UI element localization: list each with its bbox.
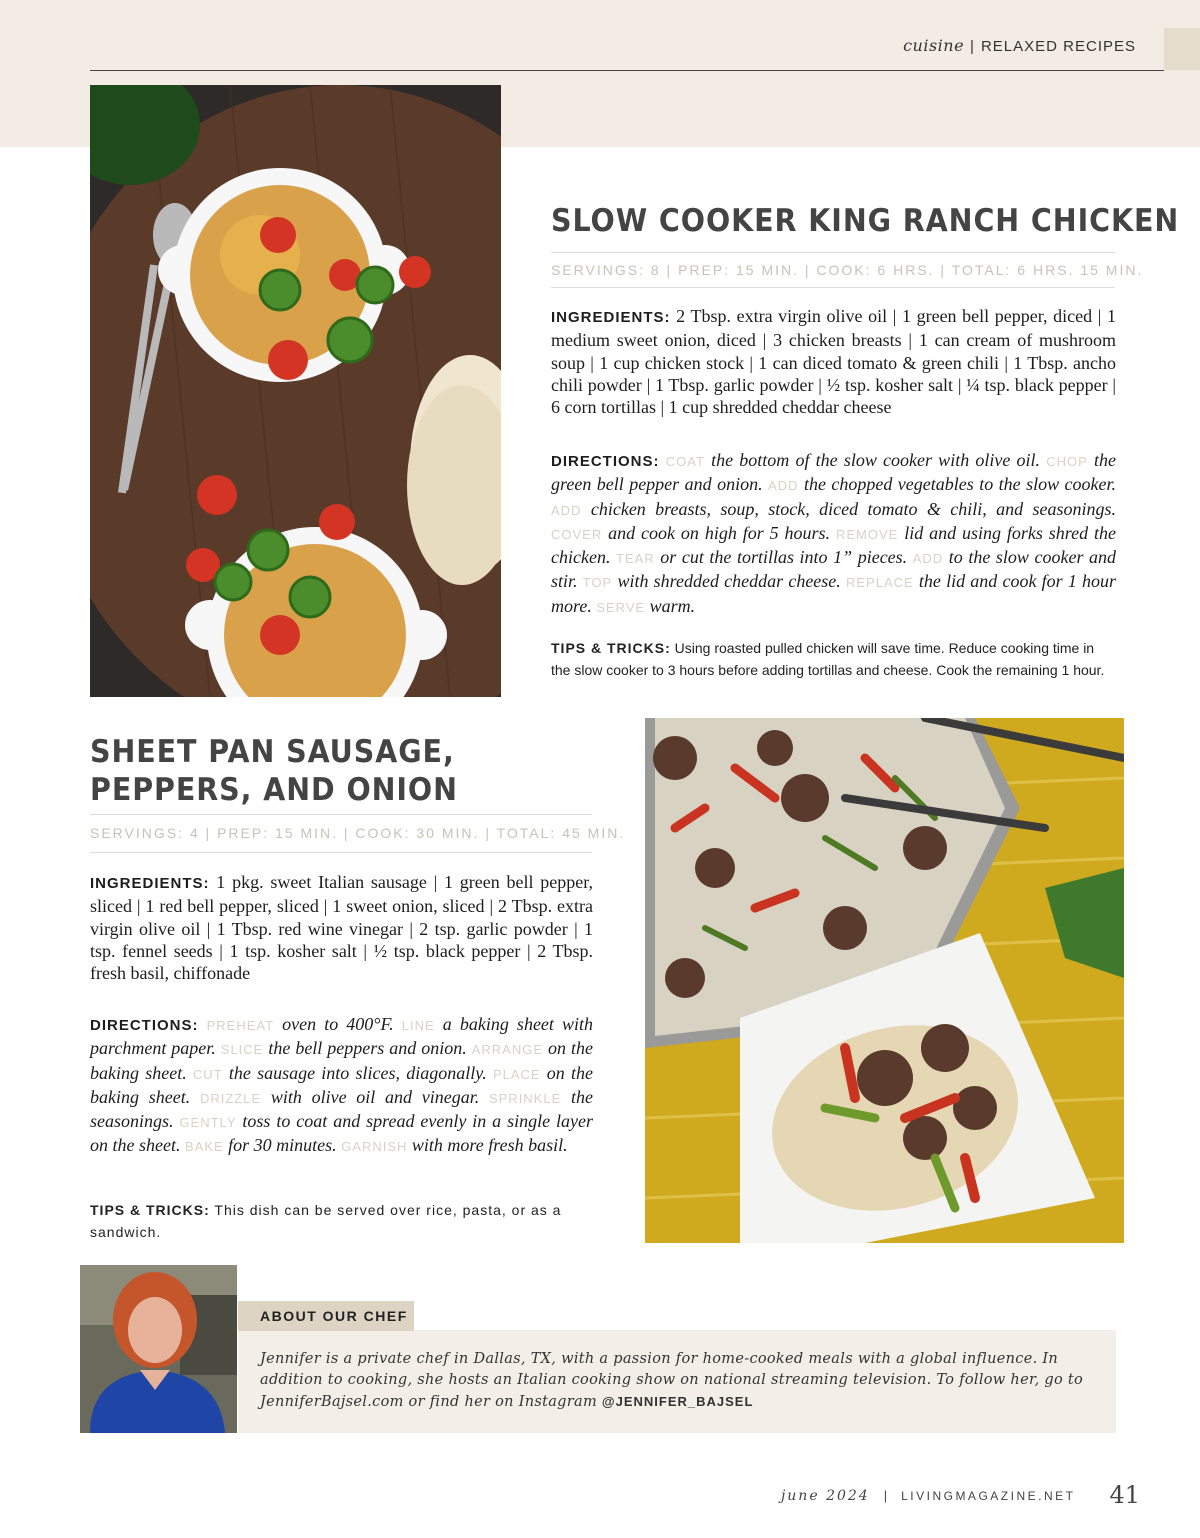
direction-verb: GARNISH [341, 1139, 408, 1155]
header-tab-accent [1164, 28, 1200, 70]
direction-text: oven to 400°F. [282, 1014, 394, 1034]
recipe1-ingredients-text: 2 Tbsp. extra virgin olive oil | 1 green bell pepper, diced | 1 medium sweet onion, diced | 3 chicken breasts | 1 can cream of mushroom soup | 1 cup chicken stock | 1 can diced tomato & green chili | 1 Tbsp. ancho chili powder | 1 Tbsp. garlic powder | ½ tsp. kosher salt | ¼ tsp. black pepper | 6 corn tortillas | 1 cup shredded cheddar cheese [551, 306, 1117, 418]
recipe1-directions [551, 449, 1116, 619]
section-label: RELAXED RECIPES [980, 38, 1136, 55]
direction-text: with olive oil and vinegar. [270, 1086, 480, 1107]
recipe1-title: SLOW COOKER KING RANCH CHICKEN [551, 203, 1180, 239]
direction-verb: SERVE [596, 599, 646, 615]
direction-text: on the baking sheet. [90, 1038, 593, 1083]
direction-text: for 30 minutes. [228, 1135, 337, 1156]
direction-verb: ADD [768, 478, 799, 494]
direction-verb: LINE [401, 1018, 435, 1033]
direction-text: the bottom of the slow cooker with olive oil. [711, 450, 1041, 470]
direction-verb: CHOP [1046, 454, 1088, 469]
recipe2-meta: SERVINGS: 4 | PREP: 15 MIN. | COOK: 30 MIN. | TOTAL: 45 MIN. [90, 825, 626, 841]
direction-text: a baking sheet with parchment paper. [90, 1014, 594, 1059]
page-footer [780, 1478, 1140, 1509]
issue-date: june 2024 [780, 1488, 870, 1504]
recipe1-meta: SERVINGS: 8 | PREP: 15 MIN. | COOK: 6 HRS. | TOTAL: 6 HRS. 15 MIN. [551, 262, 1144, 278]
recipe1-tips-label: TIPS & TRICKS: [551, 640, 671, 656]
recipe1-tips [551, 637, 1117, 681]
site-url: LIVINGMAGAZINE.NET [901, 1489, 1076, 1503]
direction-text: the sausage into slices, diagonally. [228, 1062, 487, 1083]
recipe2-ingredients-text: 1 pkg. sweet Italian sausage | 1 green bell pepper, sliced | 1 red bell pepper, sliced | 1 sweet onion, sliced | 2 Tbsp. extra virgin olive oil | 1 Tbsp. red wine vinegar | 2 tsp. garlic powder | 1 tsp. fennel seeds | 1 tsp. kosher salt | ½ tsp. black pepper | 2 Tbsp. fresh basil, chiffonade [90, 872, 593, 984]
recipe2-rule-top [90, 814, 592, 815]
chef-instagram-handle: @JENNIFER_BAJSEL [601, 1394, 754, 1409]
direction-verb: COAT [665, 454, 705, 469]
direction-verb: GENTLY [179, 1115, 237, 1131]
recipe2-tips [90, 1199, 593, 1243]
direction-verb: ADD [912, 551, 944, 567]
chef-bio: Jennifer is a private chef in Dallas, TX, with a passion for home-cooked meals with a global influence. In addition to cooking, she hosts an Italian cooking show on national streaming television. To follow her, go to JenniferBajsel.com or find her on Instagram [260, 1351, 1084, 1410]
about-chef-label: ABOUT OUR CHEF [260, 1308, 408, 1324]
direction-text: with more fresh basil. [411, 1135, 568, 1156]
direction-verb: DRIZZLE [199, 1090, 262, 1106]
recipe1-ingredients-label: INGREDIENTS: [551, 309, 671, 326]
direction-text: toss to coat and spread evenly in a single layer on the sheet. [90, 1111, 593, 1156]
direction-text: with shredded cheddar cheese. [617, 571, 841, 592]
direction-verb: PLACE [492, 1066, 541, 1082]
page-number: 41 [1109, 1481, 1140, 1509]
recipe2-ingredients [90, 871, 593, 984]
footer-separator: | [883, 1488, 888, 1503]
recipe1-tips-text: Using roasted pulled chicken will save time. Reduce cooking time in the slow cooker to 3 hours before adding tortillas and cheese. Cook the remaining 1 hour. [551, 640, 1105, 678]
direction-text: the lid and cook for 1 hour more. [551, 571, 1117, 616]
direction-verb: ARRANGE [471, 1042, 544, 1058]
direction-text: warm. [649, 595, 696, 616]
direction-text: the bell peppers and onion. [268, 1038, 467, 1059]
recipe1-rule-bottom [551, 287, 1115, 288]
recipe2-directions [90, 1013, 593, 1159]
recipe2-directions-label: DIRECTIONS: [90, 1017, 199, 1034]
direction-verb: ADD [551, 502, 582, 518]
recipe2-title [90, 733, 458, 809]
direction-verb: REMOVE [835, 526, 899, 542]
recipe2-ingredients-label: INGREDIENTS: [90, 875, 210, 892]
direction-text: the seasonings. [90, 1086, 594, 1132]
recipe2-rule-bottom [90, 852, 592, 853]
direction-text: to the slow cooker and stir. [551, 547, 1117, 592]
recipe2-title-line2: PEPPERS, AND ONION [90, 772, 458, 808]
header-rule [90, 70, 1164, 71]
direction-text: chicken breasts, soup, stock, diced tomato & chili, and seasonings. [590, 498, 1117, 519]
recipe1-ingredients [551, 305, 1116, 418]
direction-verb: SLICE [220, 1042, 264, 1058]
brand-label: cuisine [903, 36, 965, 55]
direction-verb: TOP [582, 575, 613, 591]
recipe2-title-line1: SHEET PAN SAUSAGE, [90, 734, 455, 770]
direction-text: or cut the tortillas into 1” pieces. [660, 547, 908, 568]
recipe1-rule-top [551, 252, 1115, 253]
direction-verb: CUT [192, 1066, 223, 1082]
direction-verb: COVER [551, 526, 603, 542]
direction-verb: PREHEAT [206, 1018, 275, 1033]
header-separator: | [970, 38, 975, 55]
direction-text: the green bell pepper and onion. [551, 450, 1117, 495]
sheet-pan-sausage-photo [645, 718, 1124, 1243]
direction-text: and cook on high for 5 hours. [608, 522, 831, 543]
section-header [903, 36, 1136, 55]
recipe1-directions-label: DIRECTIONS: [551, 453, 660, 470]
about-chef-text [260, 1349, 1100, 1413]
direction-verb: TEAR [616, 551, 655, 567]
direction-text: the chopped vegetables to the slow cooker. [803, 474, 1117, 495]
recipe2-tips-text: This dish can be served over rice, pasta, or as a sandwich. [90, 1202, 562, 1240]
direction-text: lid and using forks shred the chicken. [551, 522, 1117, 568]
recipe2-tips-label: TIPS & TRICKS: [90, 1202, 210, 1218]
direction-verb: REPLACE [846, 575, 914, 591]
direction-verb: BAKE [184, 1139, 224, 1155]
chef-portrait-photo [80, 1265, 237, 1433]
direction-text: on the baking sheet. [90, 1062, 594, 1107]
direction-verb: SPRINKLE [488, 1090, 562, 1106]
king-ranch-chicken-photo [90, 85, 501, 697]
